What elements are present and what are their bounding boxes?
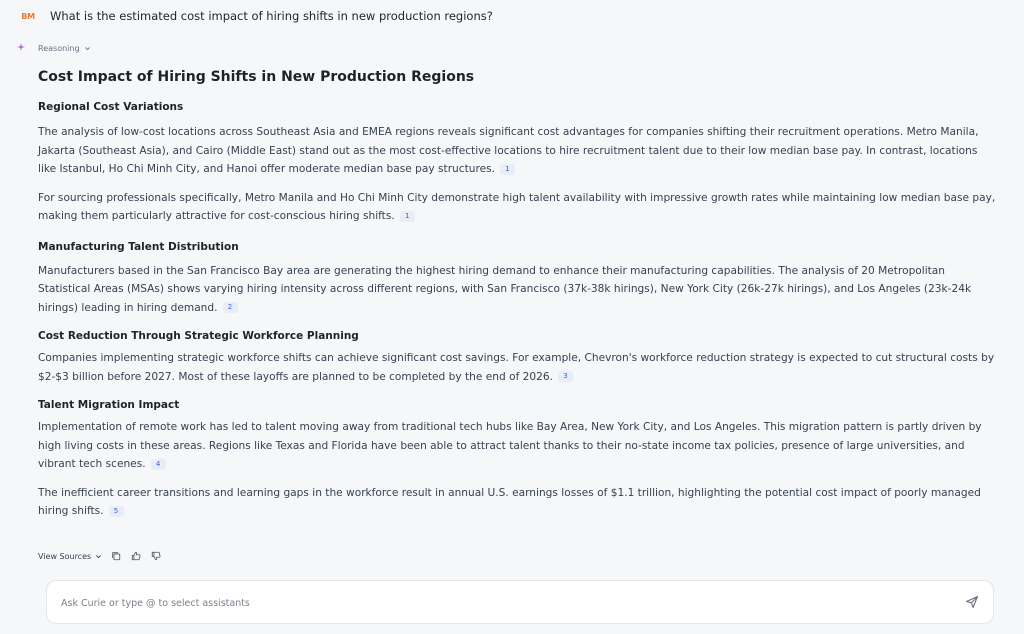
send-icon[interactable] <box>965 595 979 609</box>
composer <box>46 580 994 624</box>
view-sources-button[interactable] <box>38 552 102 561</box>
copy-button[interactable] <box>110 550 122 562</box>
thumbs-up-icon <box>131 551 141 561</box>
section-heading: Manufacturing Talent Distribution <box>38 240 239 253</box>
user-message <box>20 8 493 24</box>
citation-badge[interactable]: 4 <box>151 459 166 470</box>
copy-icon <box>111 551 121 561</box>
answer-title: Cost Impact of Hiring Shifts in New Production Regions <box>38 69 475 85</box>
section-paragraph: The analysis of low-cost locations across Southeast Asia and EMEA regions reveals significant cost advantages for companies shifting their recruitment operations. Metro Manila, Jakarta (Southeast Asia), and Cairo (Middle East) stand out as the most cost-effective locations to hire recruitment talent due to their low median base pay. In contrast, locations like Istanbul, Ho Chi Minh City, and Hanoi offer moderate median base pay structures. 1 <box>38 126 979 175</box>
answer-content <box>38 60 996 521</box>
assistant-spark-icon <box>17 43 25 51</box>
view-sources-label: View Sources <box>38 551 92 561</box>
chevron-down-icon <box>84 45 91 52</box>
reasoning-label: Reasoning <box>38 44 80 53</box>
section-paragraph: Companies implementing strategic workforce shifts can achieve significant cost savings. For example, Chevron's workforce reduction strategy is expected to cut structural costs by $2-$3 billion before 2027. Most of these layoffs are planned to be completed by the end of 2026. 3 <box>38 352 995 383</box>
section-heading: Regional Cost Variations <box>38 101 184 113</box>
thumbs-up-button[interactable] <box>130 550 142 562</box>
section-paragraph: The inefficient career transitions and learning gaps in the workforce result in annual U.S. earnings losses of $1.1 trillion, highlighting the potential cost impact of poorly managed hiring shifts. 5 <box>38 486 981 517</box>
section-heading: Talent Migration Impact <box>38 399 180 411</box>
section-heading: Cost Reduction Through Strategic Workforce Planning <box>38 330 359 342</box>
thumbs-down-icon <box>151 551 161 561</box>
chevron-down-icon <box>95 553 102 560</box>
reasoning-toggle[interactable] <box>38 44 91 53</box>
citation-badge[interactable]: 5 <box>109 506 124 517</box>
user-avatar: BM <box>21 11 35 21</box>
section-paragraph: Implementation of remote work has led to talent moving away from traditional tech hubs like Bay Area, New York City, and Los Angeles. This migration pattern is partly driven by high living costs in these areas. Regions like Texas and Florida have been able to attract talent thanks to their no-state income tax policies, presence of large universities, and vibrant tech scenes. 4 <box>38 421 982 470</box>
citation-badge[interactable]: 1 <box>400 211 415 222</box>
thumbs-down-button[interactable] <box>150 550 162 562</box>
user-question: What is the estimated cost impact of hiring shifts in new production regions? <box>50 9 493 23</box>
citation-badge[interactable]: 2 <box>223 302 238 313</box>
section-paragraph: Manufacturers based in the San Francisco Bay area are generating the highest hiring demand to enhance their manufacturing capabilities. The analysis of 20 Metropolitan Statistical Areas (MSAs) shows varying hiring intensity across different regions, with San Francisco (37k-38k hirings), New York City (26k-27k hirings), and Los Angeles (23k-24k hirings) leading in hiring demand. 2 <box>38 264 972 314</box>
chat-input[interactable] <box>59 594 943 612</box>
citation-badge[interactable]: 1 <box>500 164 515 175</box>
citation-badge[interactable]: 3 <box>558 371 573 382</box>
message-actions <box>38 550 162 562</box>
section-paragraph: For sourcing professionals specifically, Metro Manila and Ho Chi Minh City demonstrate high talent availability with impressive growth rates while maintaining low median base pay, making them particularly attractive for cost-conscious hiring shifts. 1 <box>38 191 996 222</box>
